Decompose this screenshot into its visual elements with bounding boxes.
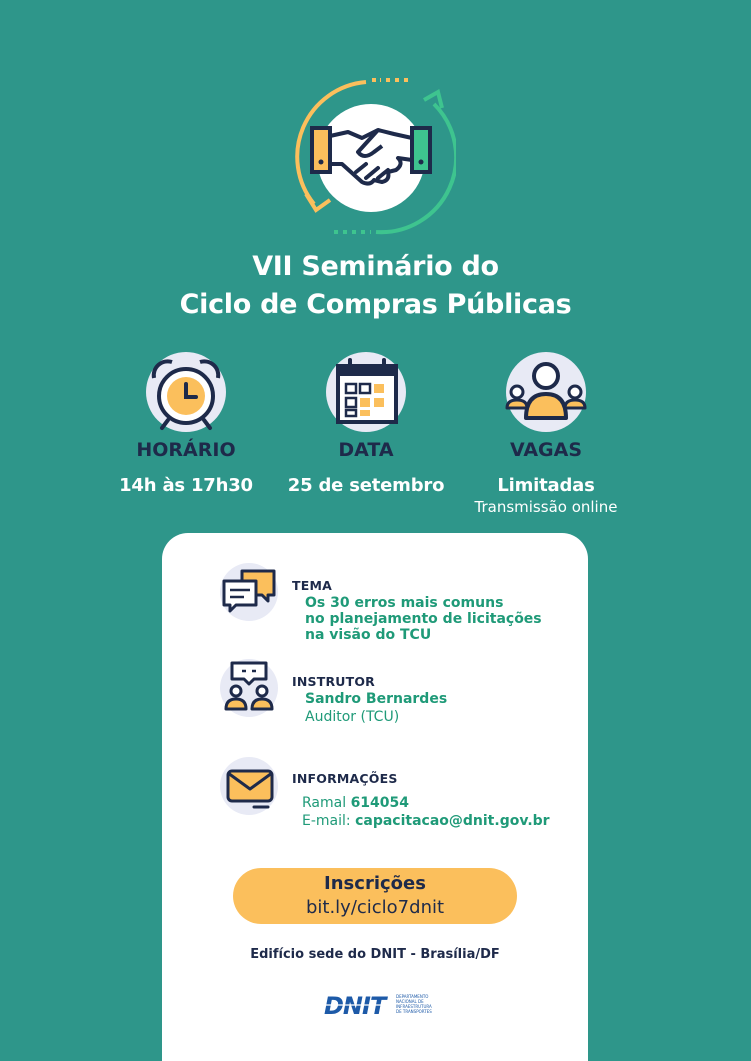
stat-vagas: [446, 352, 646, 516]
ramal-label: Ramal: [302, 795, 347, 811]
handshake-icon: [286, 74, 456, 240]
instrutor-role: Auditor (TCU): [305, 709, 400, 725]
email-label: E-mail:: [302, 813, 351, 829]
stat-label: VAGAS: [509, 439, 583, 461]
stat-label: DATA: [338, 439, 394, 461]
alarm-clock-icon: [146, 352, 226, 432]
informacoes-heading: INFORMAÇÕES: [292, 771, 398, 786]
ramal-line: [302, 795, 409, 811]
tema-line-1: Os 30 erros mais comuns: [305, 595, 504, 611]
envelope-icon: [220, 757, 278, 815]
calendar-icon: [326, 352, 406, 432]
informacoes-icon-circle: [220, 757, 278, 815]
email-address[interactable]: capacitacao@dnit.gov.br: [355, 813, 550, 829]
stat-data: [266, 352, 466, 496]
instrutor-icon-circle: [220, 659, 278, 717]
inscricoes-button[interactable]: [233, 868, 517, 924]
title-line-1: VII Seminário do: [252, 251, 499, 282]
title-line-2: Ciclo de Compras Públicas: [179, 289, 572, 320]
stat-value: 25 de setembro: [287, 475, 445, 496]
inscricoes-heading: Inscrições: [324, 873, 426, 894]
tema-line-2: no planejamento de licitações: [305, 611, 542, 627]
svg-text:DE TRANSPORTES: DE TRANSPORTES: [396, 1009, 432, 1014]
dnit-logo-text: DNIT: [324, 992, 386, 1019]
chat-bubbles-icon: [220, 563, 278, 621]
instrutor-name: Sandro Bernardes: [305, 691, 448, 707]
svg-text:INFRAESTRUTURA: INFRAESTRUTURA: [396, 1004, 432, 1009]
tema-line-3: na visão do TCU: [305, 627, 432, 643]
stat-sub: Transmissão online: [474, 498, 618, 516]
people-talking-icon: [220, 659, 278, 717]
tema-heading: TEMA: [292, 578, 332, 593]
email-line: [302, 813, 550, 829]
inscricoes-url[interactable]: bit.ly/ciclo7dnit: [305, 897, 445, 918]
svg-text:NACIONAL DE: NACIONAL DE: [396, 999, 424, 1004]
svg-text:DEPARTAMENTO: DEPARTAMENTO: [396, 994, 429, 999]
ramal-number: 614054: [350, 795, 410, 811]
location-text: Edifício sede do DNIT - Brasília/DF: [250, 947, 500, 962]
tema-icon-circle: [220, 563, 278, 621]
stat-label: HORÁRIO: [136, 439, 236, 461]
instrutor-heading: INSTRUTOR: [292, 674, 375, 689]
stat-value: 14h às 17h30: [119, 475, 253, 496]
stat-value: Limitadas: [497, 475, 595, 496]
info-card: [162, 533, 588, 1061]
dnit-logo: [322, 991, 432, 1019]
stat-horario: [86, 352, 286, 496]
people-icon: [506, 352, 586, 432]
